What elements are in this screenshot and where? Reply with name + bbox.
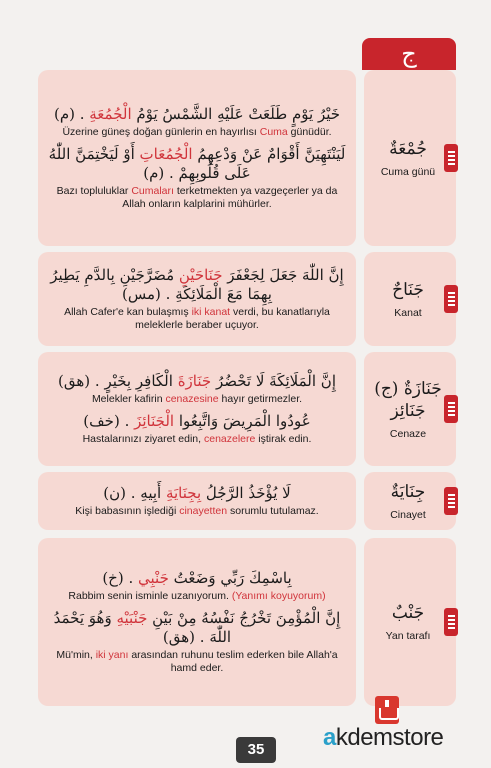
arabic-text: . (م) xyxy=(53,105,90,123)
arabic-plural: جَنَائِز xyxy=(390,401,426,421)
turkish-translation xyxy=(48,126,346,139)
arabic-text: مُضَرَّجَيْنِ بِالدَّمِ يَطِيرُ بِهِمَا مَعَ الْمَلَائِكَةِ . (مس) xyxy=(50,266,272,303)
arabic-example xyxy=(48,412,346,431)
headword-box xyxy=(364,252,456,346)
headword-meaning: Cuma günü xyxy=(380,166,436,178)
arabic-headword: جَنْبٌ xyxy=(391,603,425,623)
translation-text: Üzerine güneş doğan günlerin en hayırlısı xyxy=(62,126,260,138)
example-block xyxy=(48,372,346,406)
examples-box xyxy=(38,252,356,346)
translation-text: Bazı topluluklar xyxy=(56,185,132,197)
headword-meaning: Kanat xyxy=(394,307,422,319)
translation-text: verdi, bu kanatlarıyla meleklerle beraber uçuyor. xyxy=(135,306,330,331)
examples-box xyxy=(38,70,356,246)
examples-box xyxy=(38,352,356,466)
translation-text: Hastalarınızı ziyaret edin, xyxy=(82,433,204,445)
translation-text: günüdür. xyxy=(287,126,332,138)
translation-text: Mü'min, xyxy=(56,649,96,661)
turkish-translation xyxy=(48,306,346,332)
list-icon xyxy=(444,608,458,636)
brand-suffix: kdemstore xyxy=(335,724,444,751)
highlighted-word: الْجُمُعَاتِ xyxy=(139,145,193,163)
turkish-translation xyxy=(48,393,346,406)
highlighted-translation: iki kanat xyxy=(191,306,231,318)
translation-text: hayır getirmezler. xyxy=(218,393,303,405)
arabic-text: . (خف) xyxy=(83,412,135,430)
translation-text: Melekler kafirin xyxy=(91,393,166,405)
arabic-headword: جُمْعَةٌ xyxy=(389,139,427,159)
highlighted-translation: cenazelere xyxy=(203,433,256,445)
arabic-text: إِنَّ اللّٰهَ جَعَلَ لِجَعْفَرَ xyxy=(222,266,344,284)
highlighted-translation: cinayetten xyxy=(179,505,228,517)
highlighted-translation: iki yanı xyxy=(95,649,129,661)
headword-box xyxy=(364,538,456,706)
arabic-text: أَوْ لَيَخْتِمَنَّ اللّٰهُ عَلَى قُلُوبِهِمْ . (م) xyxy=(48,145,251,182)
entry-row xyxy=(38,538,456,706)
arabic-headword: جِنَايَةٌ xyxy=(390,482,426,502)
list-icon xyxy=(444,285,458,313)
translation-text: iştirak edin. xyxy=(255,433,312,445)
turkish-translation xyxy=(48,649,346,675)
entry-row xyxy=(38,70,456,246)
example-block xyxy=(48,609,346,675)
example-block xyxy=(48,569,346,603)
highlighted-word: جَنْبِي xyxy=(138,569,169,587)
arabic-example xyxy=(48,266,346,304)
translation-text: Kişi babasının işlediği xyxy=(75,505,180,517)
section-letter-tab: ج xyxy=(362,38,456,70)
highlighted-word: بِجِنَايَةِ xyxy=(165,484,202,502)
arabic-example xyxy=(48,145,346,183)
example-block xyxy=(48,145,346,211)
headword-meaning: Cinayet xyxy=(390,509,426,521)
entry-row xyxy=(38,472,456,530)
turkish-translation xyxy=(48,590,346,603)
arabic-example xyxy=(48,484,346,503)
brand-name xyxy=(323,724,465,752)
highlighted-word: الْجُمُعَةِ xyxy=(89,105,132,123)
arabic-text: لَا يُؤْخَذُ الرَّجُلُ xyxy=(201,484,291,502)
example-block xyxy=(48,266,346,332)
highlighted-translation: (Yanımı koyuyorum) xyxy=(231,590,326,602)
highlighted-word: جَنَاحَيْنِ xyxy=(178,266,223,284)
list-icon xyxy=(444,144,458,172)
page-number: 35 xyxy=(236,737,276,763)
brand-logo xyxy=(323,696,465,756)
entry-row xyxy=(38,252,456,346)
highlighted-translation: Cumaları xyxy=(131,185,174,197)
example-block xyxy=(48,412,346,446)
arabic-text: الْكَافِرِ بِخَيْرٍ . (هق) xyxy=(58,372,178,390)
arabic-example xyxy=(48,105,346,124)
highlighted-word: جَنَازَةَ xyxy=(177,372,212,390)
highlighted-translation: Cuma xyxy=(259,126,288,138)
arabic-headword: جَنَاحٌ xyxy=(392,280,424,300)
arabic-text: . (خ) xyxy=(102,569,139,587)
translation-text: terketmekten ya vazgeçerler ya da Allah onların kalplarini mühürler. xyxy=(122,185,338,210)
headword-meaning: Yan tarafı xyxy=(385,630,431,642)
highlighted-translation: cenazesine xyxy=(165,393,219,405)
highlighted-word: جَنْبَيْهِ xyxy=(116,609,148,627)
examples-box xyxy=(38,538,356,706)
arabic-text: إِنَّ الْمَلَائِكَةَ لَا تَحْضُرُ xyxy=(211,372,336,390)
headword-meaning: Cenaze xyxy=(389,428,427,440)
arabic-text: بِاسْمِكَ رَبِّي وَضَعْتُ xyxy=(168,569,292,587)
translation-text: Allah Cafer'e kan bulaşmış xyxy=(64,306,192,318)
arabic-text: إِنَّ الْمُؤْمِنَ تَخْرُجُ نَفْسُهُ مِنْ بَيْنِ xyxy=(147,609,341,627)
headword-box xyxy=(364,70,456,246)
translation-text: arasından ruhunu teslim ederken bile Allah'a hamd eder. xyxy=(128,649,338,674)
example-block xyxy=(48,484,346,518)
arabic-example xyxy=(48,372,346,391)
bag-book-icon xyxy=(375,696,399,724)
turkish-translation xyxy=(48,185,346,211)
headword-box xyxy=(364,352,456,466)
translation-text: Rabbim senin isminle uzanıyorum. xyxy=(68,590,232,602)
turkish-translation xyxy=(48,433,346,446)
examples-box xyxy=(38,472,356,530)
turkish-translation xyxy=(48,505,346,518)
brand-prefix: a xyxy=(323,724,336,751)
headword-box xyxy=(364,472,456,530)
arabic-text: أَبِيهِ . (ن) xyxy=(103,484,166,502)
example-block xyxy=(48,105,346,139)
arabic-text: خَيْرُ يَوْمٍ طَلَعَتْ عَلَيْهِ الشَّمْسُ يَوْمُ xyxy=(131,105,341,123)
list-icon xyxy=(444,395,458,423)
arabic-text: عُودُوا الْمَرِيضَ وَاتَّبِعُوا xyxy=(174,412,311,430)
arabic-headword: جَنَازَةٌ (ج) xyxy=(374,379,442,399)
arabic-text: لَيَنْتَهِيَنَّ أَقْوَامٌ عَنْ وَدْعِهِمُ xyxy=(192,145,346,163)
entry-row xyxy=(38,352,456,466)
translation-text: sorumlu tutulamaz. xyxy=(227,505,319,517)
arabic-example xyxy=(48,609,346,647)
list-icon xyxy=(444,487,458,515)
arabic-text: وَهُوَ يَحْمَدُ اللّٰهَ . (هق) xyxy=(53,609,232,646)
highlighted-word: الْجَنَائِزَ xyxy=(134,412,175,430)
arabic-example xyxy=(48,569,346,588)
